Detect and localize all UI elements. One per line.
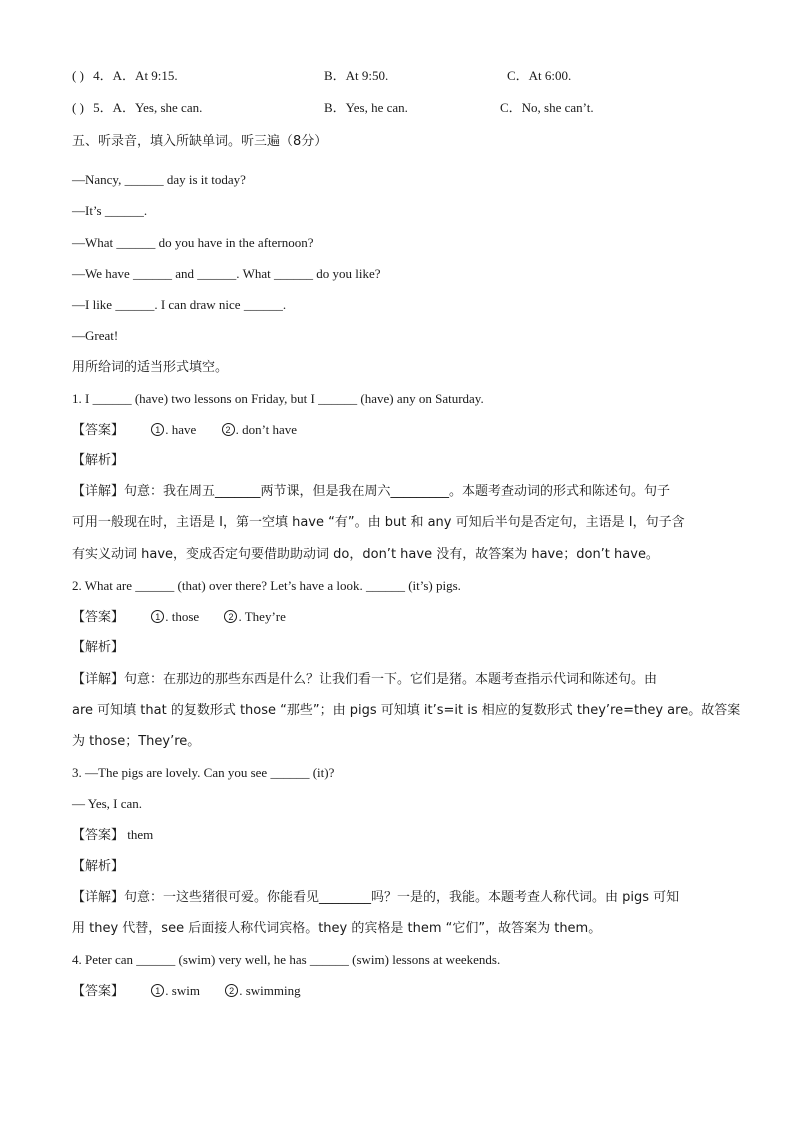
answer-1 xyxy=(72,421,297,439)
option-c: C．No, she can’t. xyxy=(500,100,594,115)
question-1: 1. I ______ (have) two lessons on Friday, but I ______ (have) any on Saturday. xyxy=(72,391,484,406)
section-title: 五、听录音，填入所缺单词。听三遍（8分） xyxy=(72,134,328,149)
option-c: C．At 6:00. xyxy=(507,68,572,83)
dialogue-line: —Nancy, ______ day is it today? xyxy=(72,172,246,187)
analysis-label: 【解析】 xyxy=(72,859,125,874)
option-a: 5．A．Yes, she can. xyxy=(93,100,203,115)
answer-label: 【答案】 xyxy=(72,610,125,625)
circled-number: 2 xyxy=(222,423,235,436)
option-b: B．At 9:50. xyxy=(324,68,389,83)
answer-item: them xyxy=(127,827,154,842)
question-4: 4. Peter can ______ (swim) very well, he has ______ (swim) lessons at weekends. xyxy=(72,952,501,967)
explanation-line: 【详解】句意：在那边的那些东西是什么？让我们看一下。它们是猪。本题考查指示代词和陈述句。由 xyxy=(72,672,658,687)
option-a: 4．A．At 9:15. xyxy=(93,68,178,83)
explanation-line: 可用一般现在时，主语是 I，第一空填 have “有”。由 but 和 any 可知后半句是否定句，主语是 I，句子含 xyxy=(72,515,685,530)
dialogue-line: —It’s ______. xyxy=(72,203,148,218)
option-b: B．Yes, he can. xyxy=(324,100,408,115)
circled-number: 1 xyxy=(151,610,164,623)
question-3-reply: — Yes, I can. xyxy=(72,796,143,811)
answer-item: 2 . swimming xyxy=(225,983,300,998)
answer-label: 【答案】 xyxy=(72,828,125,843)
answer-paren: ( ) xyxy=(72,68,84,83)
explanation-line: 有实义动词 have，变成否定句要借助助动词 do，don’t have 没有，故答案为 have；don’t have。 xyxy=(72,547,659,562)
answer-item: 2 . They’re xyxy=(224,609,285,624)
answer-3 xyxy=(72,826,153,844)
explanation-line: 用 they 代替，see 后面接人称代词宾格。they 的宾格是 them “它们”，故答案为 them。 xyxy=(72,921,602,936)
circled-number: 1 xyxy=(151,423,164,436)
dialogue-line: —I like ______. I can draw nice ______. xyxy=(72,297,287,312)
explanation-line: 为 those；They’re。 xyxy=(72,734,201,749)
answer-item: 1 . swim xyxy=(151,983,200,998)
dialogue-line: —What ______ do you have in the afternoon? xyxy=(72,235,314,250)
circled-number: 2 xyxy=(224,610,237,623)
answer-item: 1 . have xyxy=(151,422,196,437)
circled-number: 2 xyxy=(225,984,238,997)
section-title: 用所给词的适当形式填空。 xyxy=(72,360,229,375)
answer-item: 2 . don’t have xyxy=(222,422,298,437)
question-3: 3. —The pigs are lovely. Can you see ______ (it)? xyxy=(72,765,335,780)
question-2: 2. What are ______ (that) over there? Let’s have a look. ______ (it’s) pigs. xyxy=(72,578,461,593)
circled-number: 1 xyxy=(151,984,164,997)
listening-item-4 xyxy=(72,67,178,85)
answer-2 xyxy=(72,608,286,626)
explanation-line: are 可知填 that 的复数形式 those “那些”；由 pigs 可知填 it’s=it is 相应的复数形式 they’re=they are。故答案 xyxy=(72,703,741,718)
dialogue-line: —We have ______ and ______. What ______ do you like? xyxy=(72,266,381,281)
answer-label: 【答案】 xyxy=(72,423,125,438)
answer-4 xyxy=(72,982,301,1000)
answer-paren: ( ) xyxy=(72,100,84,115)
answer-label: 【答案】 xyxy=(72,984,125,999)
dialogue-line: —Great! xyxy=(72,328,119,343)
analysis-label: 【解析】 xyxy=(72,640,125,655)
explanation-line: 【详解】句意：我在周五_______两节课，但是我在周六_________。本题考查动词的形式和陈述句。句子 xyxy=(72,484,671,499)
listening-item-5 xyxy=(72,99,202,117)
answer-item: 1 . those xyxy=(151,609,199,624)
explanation-line: 【详解】句意：一这些猪很可爱。你能看见________吗？一是的，我能。本题考查人称代词。由 pigs 可知 xyxy=(72,890,680,905)
analysis-label: 【解析】 xyxy=(72,453,125,468)
